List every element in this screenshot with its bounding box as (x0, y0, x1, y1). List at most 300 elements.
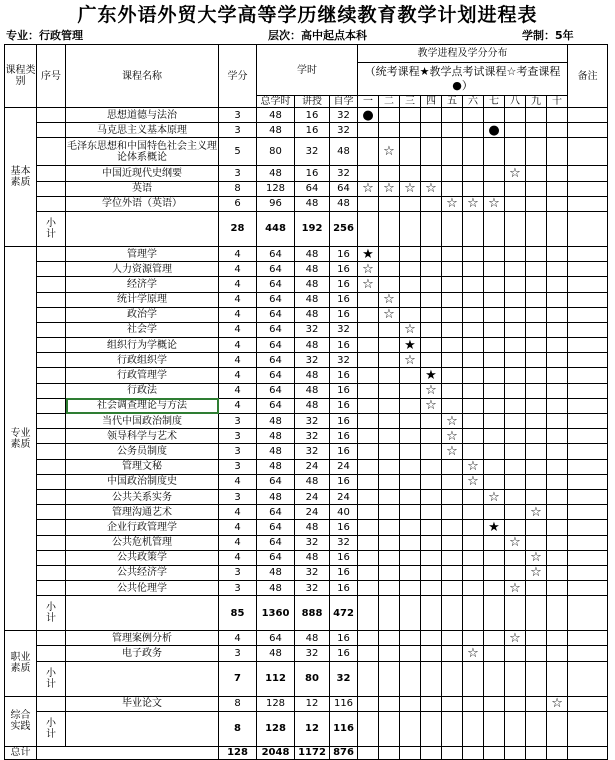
term-mark (505, 550, 526, 565)
term-mark (379, 166, 400, 181)
lecture-hours-cell: 48 (295, 262, 330, 277)
subtotal-value: 116 (330, 711, 358, 746)
term-mark (358, 596, 379, 631)
term-mark (547, 108, 568, 123)
term-mark (526, 474, 547, 489)
term-mark (505, 565, 526, 580)
term-mark (358, 322, 379, 337)
remark-cell (568, 181, 608, 196)
term-mark (442, 383, 463, 398)
header-self-hours: 自学 (330, 96, 358, 108)
term-mark: ☆ (442, 444, 463, 459)
term-mark (442, 262, 463, 277)
remark-cell (568, 596, 608, 631)
seq-cell (37, 535, 66, 550)
term-mark (379, 398, 400, 413)
term-mark (547, 565, 568, 580)
term-mark (379, 520, 400, 535)
term-mark (526, 322, 547, 337)
course-name: 毕业论文 (66, 696, 219, 711)
total-hours-cell: 64 (257, 246, 295, 261)
term-mark (379, 246, 400, 261)
seq-cell (37, 338, 66, 353)
term-mark (484, 181, 505, 196)
total-value: 1172 (295, 746, 330, 759)
course-name: 中国政治制度史 (66, 474, 219, 489)
lecture-hours-cell: 32 (295, 138, 330, 166)
table-row (5, 489, 608, 504)
self-hours-cell: 32 (330, 166, 358, 181)
term-mark (547, 368, 568, 383)
header-seq: 序号 (37, 45, 66, 108)
term-mark (379, 383, 400, 398)
term-mark (400, 138, 421, 166)
term-mark (526, 535, 547, 550)
term-mark (463, 211, 484, 246)
term-mark (400, 535, 421, 550)
term-mark (484, 368, 505, 383)
term-mark (505, 474, 526, 489)
self-hours-cell: 16 (330, 474, 358, 489)
header-credit: 学分 (219, 45, 257, 108)
remark-cell (568, 211, 608, 246)
term-mark (526, 353, 547, 368)
credit-cell: 3 (219, 414, 257, 429)
term-mark (463, 489, 484, 504)
subtotal-value: 256 (330, 211, 358, 246)
term-mark (547, 262, 568, 277)
course-name: 社会学 (66, 322, 219, 337)
term-mark (547, 661, 568, 696)
term-mark (358, 444, 379, 459)
term-mark (421, 292, 442, 307)
term-mark (400, 292, 421, 307)
term-mark (526, 138, 547, 166)
term-mark (421, 322, 442, 337)
term-mark: ☆ (421, 398, 442, 413)
term-mark (379, 444, 400, 459)
header-term: 七 (484, 96, 505, 108)
table-row (5, 565, 608, 580)
seq-cell (37, 646, 66, 661)
self-hours-cell: 32 (330, 353, 358, 368)
seq-cell (37, 489, 66, 504)
category-label: 综合实践 (5, 696, 37, 746)
term-mark (400, 123, 421, 138)
term-mark (358, 211, 379, 246)
lecture-hours-cell: 48 (295, 550, 330, 565)
seq-cell (37, 696, 66, 711)
lecture-hours-cell: 48 (295, 292, 330, 307)
total-empty (379, 746, 400, 759)
term-mark (463, 108, 484, 123)
term-mark (463, 631, 484, 646)
table-row (5, 138, 608, 166)
term-mark: ☆ (505, 166, 526, 181)
header-hours: 学时 (257, 45, 358, 96)
term-mark (379, 322, 400, 337)
term-mark (526, 711, 547, 746)
total-hours-cell: 64 (257, 535, 295, 550)
course-name: 公共危机管理 (66, 535, 219, 550)
term-mark (442, 631, 463, 646)
total-hours-cell: 128 (257, 696, 295, 711)
term-mark (442, 108, 463, 123)
term-mark (421, 262, 442, 277)
lecture-hours-cell: 48 (295, 277, 330, 292)
self-hours-cell: 16 (330, 246, 358, 261)
total-hours-cell: 64 (257, 277, 295, 292)
term-mark: ☆ (421, 181, 442, 196)
term-mark: ☆ (358, 262, 379, 277)
term-mark: ☆ (505, 581, 526, 596)
subtotal-value: 888 (295, 596, 330, 631)
term-mark (379, 696, 400, 711)
course-name: 中国近现代史纲要 (66, 166, 219, 181)
header-term: 八 (505, 96, 526, 108)
subtotal-value: 128 (257, 711, 295, 746)
total-hours-cell: 48 (257, 166, 295, 181)
term-mark (505, 661, 526, 696)
self-hours-cell: 48 (330, 196, 358, 211)
term-mark (526, 123, 547, 138)
self-hours-cell: 16 (330, 262, 358, 277)
self-hours-cell: 16 (330, 646, 358, 661)
term-mark (484, 459, 505, 474)
seq-cell (37, 631, 66, 646)
total-hours-cell: 48 (257, 414, 295, 429)
term-mark (526, 581, 547, 596)
term-mark (421, 505, 442, 520)
term-mark (547, 307, 568, 322)
term-mark (442, 661, 463, 696)
total-hours-cell: 64 (257, 383, 295, 398)
term-mark (400, 520, 421, 535)
seq-cell (37, 322, 66, 337)
term-mark: ☆ (400, 181, 421, 196)
seq-cell (37, 246, 66, 261)
term-mark (463, 353, 484, 368)
term-mark (547, 711, 568, 746)
header-course: 课程名称 (66, 45, 219, 108)
term-mark (400, 505, 421, 520)
course-name: 公共关系实务 (66, 489, 219, 504)
term-mark (379, 550, 400, 565)
term-mark (400, 550, 421, 565)
term-mark (442, 520, 463, 535)
subtotal-value: 12 (295, 711, 330, 746)
term-mark (379, 414, 400, 429)
schedule-table (4, 44, 608, 760)
term-mark (442, 368, 463, 383)
term-mark (505, 459, 526, 474)
term-mark (505, 646, 526, 661)
lecture-hours-cell: 32 (295, 414, 330, 429)
table-row (5, 196, 608, 211)
credit-cell: 3 (219, 489, 257, 504)
table-row (5, 398, 608, 413)
term-mark (379, 711, 400, 746)
table-row (5, 277, 608, 292)
term-mark (547, 277, 568, 292)
term-mark (400, 307, 421, 322)
term-mark (358, 398, 379, 413)
total-empty (568, 746, 608, 759)
term-mark (400, 581, 421, 596)
self-hours-cell: 16 (330, 520, 358, 535)
term-mark (379, 646, 400, 661)
lecture-hours-cell: 48 (295, 398, 330, 413)
term-mark (463, 581, 484, 596)
term-mark (526, 383, 547, 398)
remark-cell (568, 353, 608, 368)
subtotal-label: 小计 (37, 661, 66, 696)
term-mark (484, 474, 505, 489)
term-mark: ● (484, 123, 505, 138)
seq-cell (37, 353, 66, 368)
course-name: 当代中国政治制度 (66, 414, 219, 429)
term-mark: ☆ (484, 489, 505, 504)
term-mark (379, 596, 400, 631)
course-name: 领导科学与艺术 (66, 429, 219, 444)
header-term: 三 (400, 96, 421, 108)
term-mark (547, 414, 568, 429)
credit-cell: 4 (219, 262, 257, 277)
lecture-hours-cell: 48 (295, 338, 330, 353)
term-mark (505, 108, 526, 123)
term-mark: ☆ (358, 181, 379, 196)
term-mark (505, 338, 526, 353)
seq-cell (37, 505, 66, 520)
term-mark (484, 550, 505, 565)
total-hours-cell: 64 (257, 631, 295, 646)
remark-cell (568, 414, 608, 429)
term-mark (463, 550, 484, 565)
level-label: 层次：高中起点本科 (268, 29, 367, 42)
lecture-hours-cell: 32 (295, 429, 330, 444)
credit-cell: 3 (219, 166, 257, 181)
remark-cell (568, 581, 608, 596)
term-mark (505, 429, 526, 444)
lecture-hours-cell: 64 (295, 181, 330, 196)
seq-cell (37, 444, 66, 459)
term-mark (505, 292, 526, 307)
seq-cell (37, 474, 66, 489)
seq-cell (37, 429, 66, 444)
term-mark (442, 581, 463, 596)
term-mark (505, 711, 526, 746)
term-mark (421, 307, 442, 322)
term-mark (463, 246, 484, 261)
term-mark: ☆ (442, 414, 463, 429)
self-hours-cell: 16 (330, 368, 358, 383)
term-mark: ☆ (505, 535, 526, 550)
lecture-hours-cell: 32 (295, 353, 330, 368)
total-hours-cell: 128 (257, 181, 295, 196)
subtotal-label: 小计 (37, 596, 66, 631)
term-mark (463, 138, 484, 166)
term-mark (505, 262, 526, 277)
term-mark (358, 550, 379, 565)
term-mark (442, 338, 463, 353)
term-mark (379, 459, 400, 474)
term-mark (442, 138, 463, 166)
subtotal-value: 448 (257, 211, 295, 246)
total-hours-cell: 64 (257, 322, 295, 337)
course-name: 管理沟通艺术 (66, 505, 219, 520)
term-mark (463, 398, 484, 413)
term-mark (484, 353, 505, 368)
credit-cell: 4 (219, 474, 257, 489)
term-mark (484, 166, 505, 181)
term-mark (442, 181, 463, 196)
page-title: 广东外语外贸大学高等学历继续教育教学计划进程表 (77, 4, 538, 26)
term-mark (547, 353, 568, 368)
total-row (5, 746, 608, 759)
term-mark (505, 414, 526, 429)
total-value: 876 (330, 746, 358, 759)
seq-cell (37, 459, 66, 474)
subtotal-value: 7 (219, 661, 257, 696)
term-mark (505, 368, 526, 383)
total-hours-cell: 64 (257, 262, 295, 277)
lecture-hours-cell: 48 (295, 520, 330, 535)
credit-cell: 6 (219, 196, 257, 211)
header-term: 十 (547, 96, 568, 108)
subtotal-value: 1360 (257, 596, 295, 631)
term-mark (463, 277, 484, 292)
course-name: 政治学 (66, 307, 219, 322)
subtotal-label: 小计 (37, 711, 66, 746)
lecture-hours-cell: 24 (295, 489, 330, 504)
term-mark (400, 414, 421, 429)
total-empty (421, 746, 442, 759)
seq-cell (37, 398, 66, 413)
seq-cell (37, 414, 66, 429)
term-mark (379, 353, 400, 368)
course-name: 企业行政管理学 (66, 520, 219, 535)
term-mark (379, 474, 400, 489)
total-hours-cell: 64 (257, 505, 295, 520)
course-name: 马克思主义基本原理 (66, 123, 219, 138)
subtotal-value: 32 (330, 661, 358, 696)
lecture-hours-cell: 32 (295, 646, 330, 661)
remark-cell (568, 383, 608, 398)
subtotal-value: 112 (257, 661, 295, 696)
term-mark (547, 322, 568, 337)
course-name[interactable]: 社会调查理论与方法 (66, 398, 219, 413)
term-mark: ☆ (358, 277, 379, 292)
term-mark (421, 631, 442, 646)
credit-cell: 4 (219, 277, 257, 292)
total-hours-cell: 64 (257, 368, 295, 383)
remark-cell (568, 196, 608, 211)
total-hours-cell: 48 (257, 565, 295, 580)
total-hours-cell: 48 (257, 444, 295, 459)
term-mark (547, 196, 568, 211)
term-mark (505, 444, 526, 459)
remark-cell (568, 631, 608, 646)
term-mark (358, 292, 379, 307)
lecture-hours-cell: 32 (295, 535, 330, 550)
term-mark (505, 181, 526, 196)
header-term: 一 (358, 96, 379, 108)
self-hours-cell: 16 (330, 307, 358, 322)
self-hours-cell: 16 (330, 550, 358, 565)
term-mark (358, 166, 379, 181)
table-row (5, 459, 608, 474)
term-mark (358, 353, 379, 368)
term-mark (442, 307, 463, 322)
term-mark (484, 646, 505, 661)
term-mark (421, 565, 442, 580)
term-mark (505, 596, 526, 631)
table-row (5, 353, 608, 368)
term-mark (400, 383, 421, 398)
term-mark (484, 429, 505, 444)
term-mark (442, 711, 463, 746)
seq-cell (37, 581, 66, 596)
term-mark (358, 338, 379, 353)
table-row (5, 338, 608, 353)
self-hours-cell: 24 (330, 489, 358, 504)
total-hours-cell: 64 (257, 474, 295, 489)
term-mark (442, 535, 463, 550)
term-mark (400, 398, 421, 413)
subtotal-spacer (66, 211, 219, 246)
total-empty (526, 746, 547, 759)
term-mark (400, 631, 421, 646)
term-mark (547, 246, 568, 261)
table-row (5, 520, 608, 535)
remark-cell (568, 646, 608, 661)
credit-cell: 4 (219, 398, 257, 413)
remark-cell (568, 429, 608, 444)
term-mark (421, 646, 442, 661)
self-hours-cell: 40 (330, 505, 358, 520)
term-mark (547, 211, 568, 246)
total-hours-cell: 64 (257, 398, 295, 413)
self-hours-cell: 16 (330, 338, 358, 353)
remark-cell (568, 338, 608, 353)
term-mark (421, 138, 442, 166)
credit-cell: 3 (219, 646, 257, 661)
term-mark (463, 181, 484, 196)
table-row (5, 181, 608, 196)
course-name: 学位外语（英语） (66, 196, 219, 211)
lecture-hours-cell: 32 (295, 565, 330, 580)
term-mark (442, 277, 463, 292)
remark-cell (568, 550, 608, 565)
term-mark (484, 383, 505, 398)
course-name: 统计学原理 (66, 292, 219, 307)
subtotal-spacer (66, 711, 219, 746)
term-mark (421, 211, 442, 246)
term-mark (505, 246, 526, 261)
term-mark (358, 646, 379, 661)
term-mark (358, 307, 379, 322)
total-empty (547, 746, 568, 759)
table-row (5, 696, 608, 711)
course-name: 管理学 (66, 246, 219, 261)
table-row (5, 646, 608, 661)
remark-cell (568, 444, 608, 459)
term-mark (547, 505, 568, 520)
term-mark (463, 535, 484, 550)
total-hours-cell: 48 (257, 646, 295, 661)
seq-cell (37, 292, 66, 307)
term-mark: ☆ (379, 307, 400, 322)
